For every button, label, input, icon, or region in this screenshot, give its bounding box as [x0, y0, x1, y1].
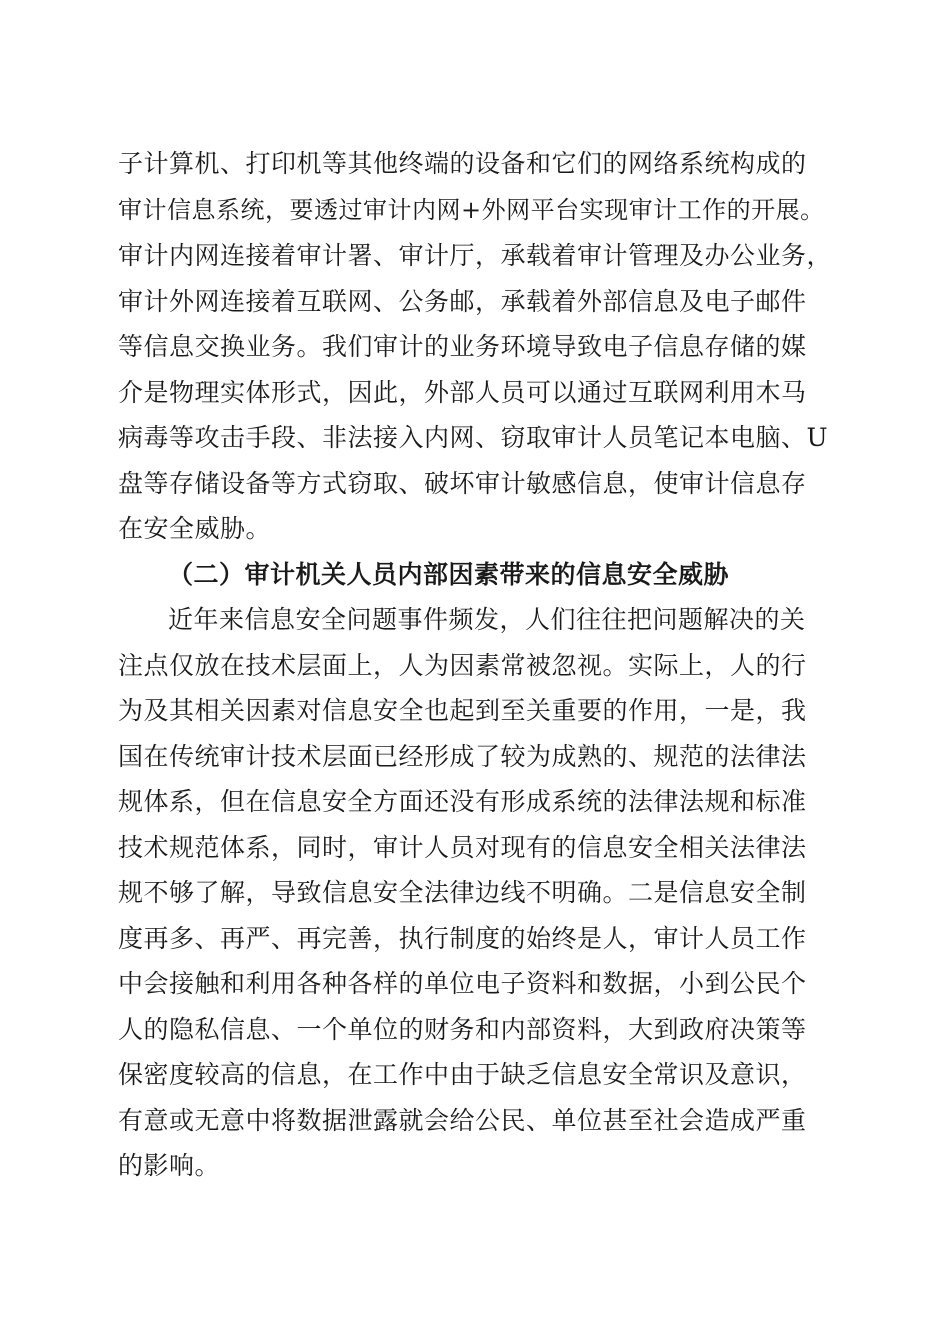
paragraph-line: 度再多、再严、再完善，执行制度的始终是人，审计人员工作	[118, 924, 807, 953]
section-heading: （二）审计机关人员内部因素带来的信息安全威胁	[168, 560, 730, 589]
paragraph-line: 等信息交换业务。我们审计的业务环境导致电子信息存储的媒	[118, 332, 807, 361]
paragraph-line: 介是物理实体形式，因此，外部人员可以通过互联网利用木马	[118, 378, 807, 407]
paragraph-line: 国在传统审计技术层面已经形成了较为成熟的、规范的法律法	[118, 742, 807, 771]
paragraph-line: 审计信息系统，要透过审计内网+外网平台实现审计工作的开展。	[118, 196, 825, 224]
paragraph-line: 病毒等攻击手段、非法接入内网、窃取审计人员笔记本电脑、U	[118, 423, 829, 452]
paragraph-line: 中会接触和利用各种各样的单位电子资料和数据，小到公民个	[118, 969, 807, 998]
paragraph-line: 规体系，但在信息安全方面还没有形成系统的法律法规和标准	[118, 787, 807, 816]
paragraph-line: 审计内网连接着审计署、审计厅，承载着审计管理及办公业务，	[118, 241, 833, 270]
paragraph-line: 注点仅放在技术层面上，人为因素常被忽视。实际上，人的行	[118, 651, 807, 680]
paragraph-line: 技术规范体系，同时，审计人员对现有的信息安全相关法律法	[118, 833, 807, 862]
paragraph-line: 人的隐私信息、一个单位的财务和内部资料，大到政府决策等	[118, 1015, 807, 1044]
paragraph-line: 近年来信息安全问题事件频发，人们往往把问题解决的关	[168, 605, 806, 634]
paragraph-line: 规不够了解，导致信息安全法律边线不明确。二是信息安全制	[118, 878, 807, 907]
paragraph-line: 盘等存储设备等方式窃取、破坏审计敏感信息，使审计信息存	[118, 469, 807, 498]
paragraph-line: 的影响。	[118, 1151, 221, 1180]
paragraph-line: 有意或无意中将数据泄露就会给公民、单位甚至社会造成严重	[118, 1106, 807, 1135]
paragraph-line: 子计算机、打印机等其他终端的设备和它们的网络系统构成的	[118, 149, 807, 178]
paragraph-line: 审计外网连接着互联网、公务邮，承载着外部信息及电子邮件	[118, 287, 807, 316]
paragraph-line: 在安全威胁。	[118, 514, 272, 543]
paragraph-line: 保密度较高的信息，在工作中由于缺乏信息安全常识及意识，	[118, 1060, 807, 1089]
paragraph-line: 为及其相关因素对信息安全也起到至关重要的作用，一是，我	[118, 696, 807, 725]
